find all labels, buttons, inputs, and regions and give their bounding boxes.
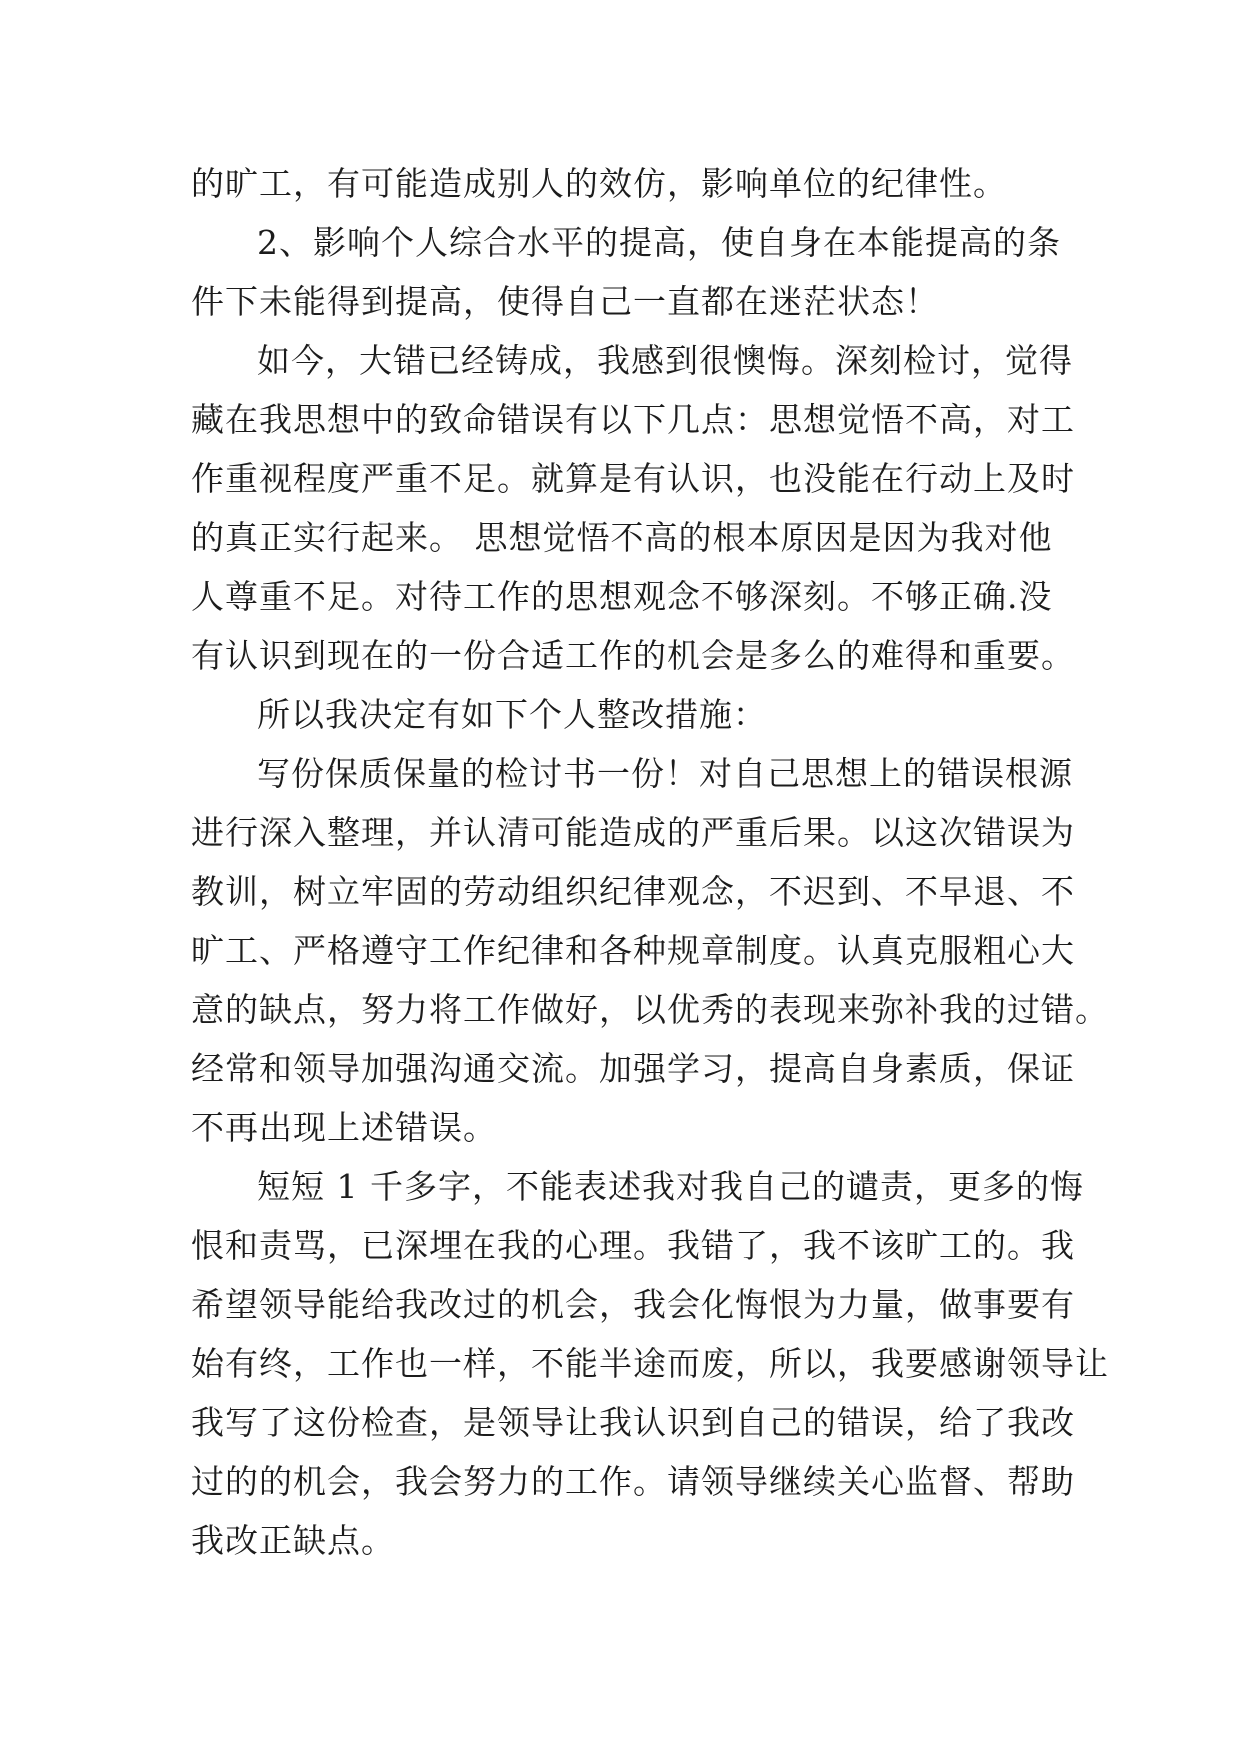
document-body [191, 154, 1109, 1570]
text-line: 写份保质保量的检讨书一份！对自己思想上的错误根源 [257, 754, 1073, 793]
text-line: 我改正缺点。 [191, 1521, 395, 1560]
text-line: 意的缺点，努力将工作做好，以优秀的表现来弥补我的过错。 [191, 990, 1109, 1029]
text-line: 希望领导能给我改过的机会，我会化悔恨为力量，做事要有 [191, 1285, 1075, 1324]
text-line: 人尊重不足。对待工作的思想观念不够深刻。不够正确.没 [191, 577, 1053, 616]
text-line: 的真正实行起来。 思想觉悟不高的根本原因是因为我对他 [191, 518, 1053, 557]
text-line: 不再出现上述错误。 [191, 1108, 497, 1147]
text-line: 如今，大错已经铸成，我感到很懊悔。深刻检讨，觉得 [257, 341, 1073, 380]
text-line: 的旷工，有可能造成别人的效仿，影响单位的纪律性。 [191, 164, 1007, 203]
text-line: 件下未能得到提高，使得自己一直都在迷茫状态！ [191, 282, 939, 321]
text-line: 作重视程度严重不足。就算是有认识，也没能在行动上及时 [191, 459, 1075, 498]
text-line: 教训，树立牢固的劳动组织纪律观念，不迟到、不早退、不 [191, 872, 1075, 911]
text-line: 经常和领导加强沟通交流。加强学习，提高自身素质，保证 [191, 1049, 1075, 1088]
text-line: 过的的机会，我会努力的工作。请领导继续关心监督、帮助 [191, 1462, 1075, 1501]
text-line: 藏在我思想中的致命错误有以下几点：思想觉悟不高，对工 [191, 400, 1075, 439]
text-line: 我写了这份检查，是领导让我认识到自己的错误，给了我改 [191, 1403, 1075, 1442]
text-line: 始有终，工作也一样，不能半途而废，所以，我要感谢领导让 [191, 1344, 1109, 1383]
text-line: 进行深入整理，并认清可能造成的严重后果。以这次错误为 [191, 813, 1075, 852]
text-line: 恨和责骂，已深埋在我的心理。我错了，我不该旷工的。我 [191, 1226, 1075, 1265]
text-line: 2、影响个人综合水平的提高，使自身在本能提高的条 [257, 223, 1061, 262]
text-line: 所以我决定有如下个人整改措施： [257, 695, 767, 734]
text-line: 短短 1 千多字，不能表述我对我自己的谴责，更多的悔 [257, 1167, 1084, 1206]
text-line: 有认识到现在的一份合适工作的机会是多么的难得和重要。 [191, 636, 1075, 675]
text-line: 旷工、严格遵守工作纪律和各种规章制度。认真克服粗心大 [191, 931, 1075, 970]
